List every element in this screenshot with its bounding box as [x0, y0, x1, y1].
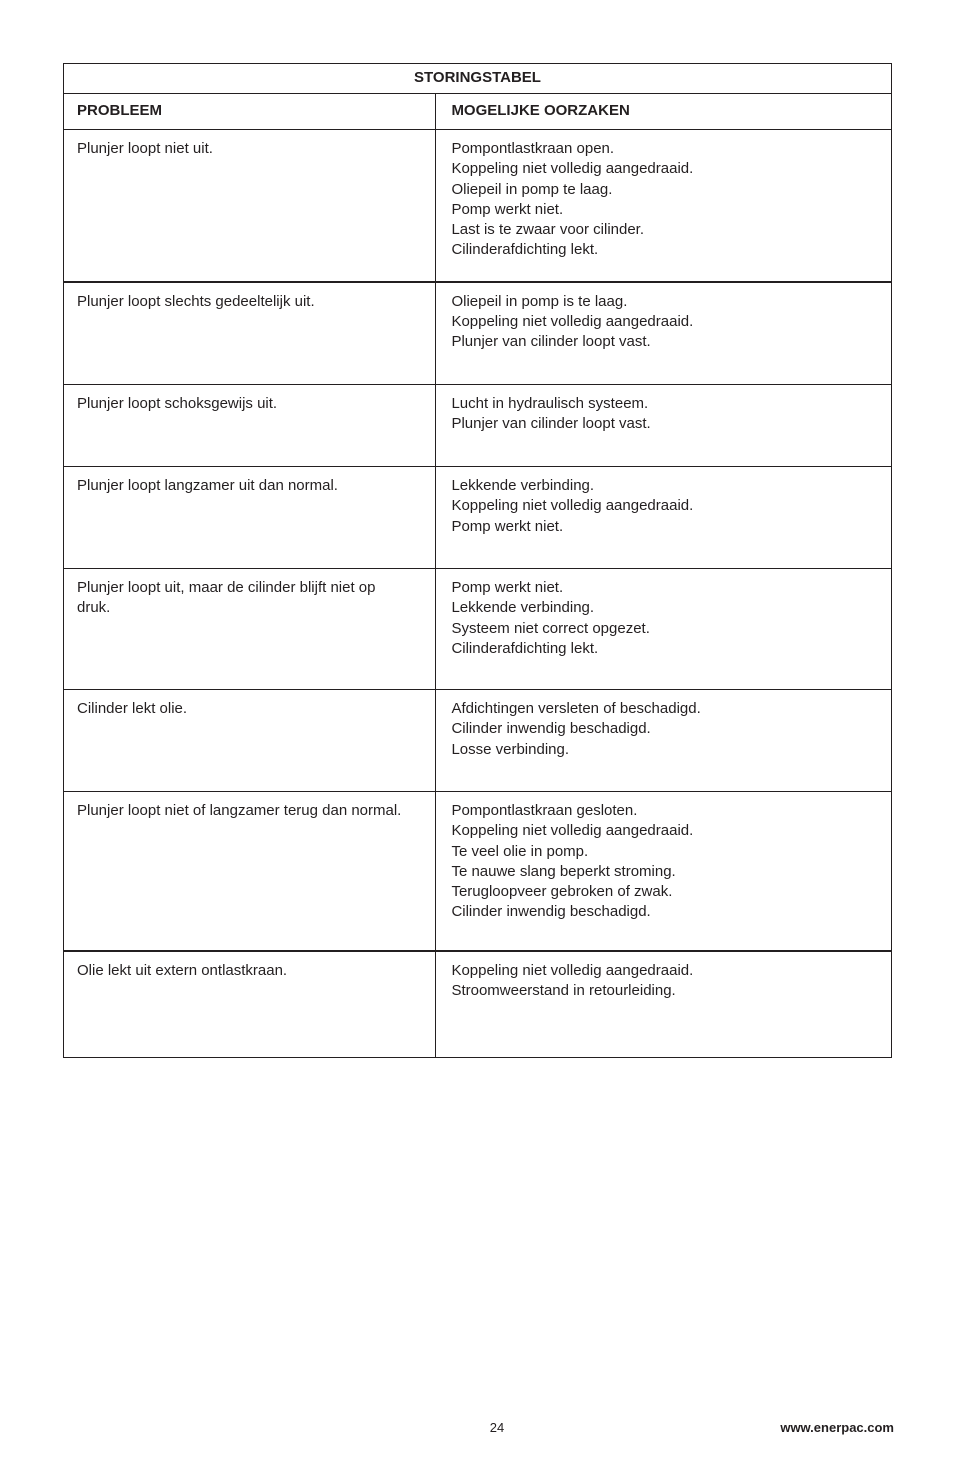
table-row: [64, 467, 892, 569]
problem-cell: Olie lekt uit extern ontlastkraan.: [64, 951, 436, 1058]
cause-line: Pompontlastkraan gesloten.: [451, 802, 638, 819]
causes-cell: [436, 951, 892, 1058]
cause-line: Afdichtingen versleten of beschadigd.: [451, 700, 701, 717]
cause-line: Cilinderafdichting lekt.: [451, 241, 599, 259]
cause-line: Te veel olie in pomp.: [451, 842, 589, 860]
cause-line: Koppeling niet volledig aangedraaid.: [451, 822, 694, 840]
cause-line: Oliepeil in pomp te laag.: [451, 180, 613, 198]
troubleshooting-table: [63, 63, 892, 1058]
cause-line: Koppeling niet volledig aangedraaid.: [451, 312, 694, 330]
problem-cell: Plunjer loopt schoksgewijs uit.: [64, 385, 436, 467]
causes-cell: [436, 690, 892, 792]
problem-cell: Plunjer loopt slechts gedeeltelijk uit.: [64, 282, 436, 385]
cause-line: Last is te zwaar voor cilinder.: [451, 221, 645, 239]
cause-line: Cilinder inwendig beschadigd.: [451, 903, 651, 921]
table-row: [64, 569, 892, 690]
causes-cell: [436, 569, 892, 690]
cause-line: Terugloopveer gebroken of zwak.: [451, 883, 673, 901]
cause-line: Stroomweerstand in retourleiding.: [451, 981, 676, 999]
cause-line: Lekkende verbinding.: [451, 477, 595, 494]
table-row: [64, 792, 892, 951]
cause-line: Plunjer van cilinder loopt vast.: [451, 333, 651, 351]
problem-cell: Cilinder lekt olie.: [64, 690, 436, 792]
cause-line: Plunjer van cilinder loopt vast.: [451, 415, 651, 433]
causes-cell: [436, 130, 892, 282]
problem-cell: Plunjer loopt langzamer uit dan normal.: [64, 467, 436, 569]
cause-line: Te nauwe slang beperkt stroming.: [451, 862, 676, 880]
cause-line: Lekkende verbinding.: [451, 599, 595, 617]
problem-cell: Plunjer loopt uit, maar de cilinder blijft niet op druk.: [64, 569, 436, 690]
table-row: [64, 385, 892, 467]
causes-cell: [436, 467, 892, 569]
header-problem: PROBLEEM: [64, 94, 436, 130]
cause-line: Systeem niet correct opgezet.: [451, 619, 650, 637]
table-title: STORINGSTABEL: [64, 64, 892, 94]
header-causes: MOGELIJKE OORZAKEN: [436, 94, 892, 130]
table-row: [64, 130, 892, 282]
table-header-row: [64, 94, 892, 130]
table-title-row: [64, 64, 892, 94]
cause-line: Pomp werkt niet.: [451, 517, 564, 535]
cause-line: Cilinder inwendig beschadigd.: [451, 720, 651, 738]
cause-line: Oliepeil in pomp is te laag.: [451, 292, 628, 310]
problem-cell: Plunjer loopt niet of langzamer terug dan normal.: [64, 792, 436, 951]
table-row: [64, 282, 892, 385]
cause-line: Pompontlastkraan open.: [451, 140, 615, 157]
website-url: www.enerpac.com: [780, 1420, 894, 1435]
cause-line: Koppeling niet volledig aangedraaid.: [451, 961, 694, 979]
problem-cell: Plunjer loopt niet uit.: [64, 130, 436, 282]
cause-line: Koppeling niet volledig aangedraaid.: [451, 160, 694, 178]
cause-line: Cilinderafdichting lekt.: [451, 639, 599, 657]
cause-line: Losse verbinding.: [451, 740, 570, 758]
cause-line: Lucht in hydraulisch systeem.: [451, 395, 649, 412]
causes-cell: [436, 385, 892, 467]
page-number: 24: [489, 1420, 505, 1435]
table-row: [64, 951, 892, 1058]
table-row: [64, 690, 892, 792]
cause-line: Pomp werkt niet.: [451, 579, 564, 596]
causes-cell: [436, 792, 892, 951]
cause-line: Koppeling niet volledig aangedraaid.: [451, 497, 694, 515]
cause-line: Pomp werkt niet.: [451, 200, 564, 218]
causes-cell: [436, 282, 892, 385]
